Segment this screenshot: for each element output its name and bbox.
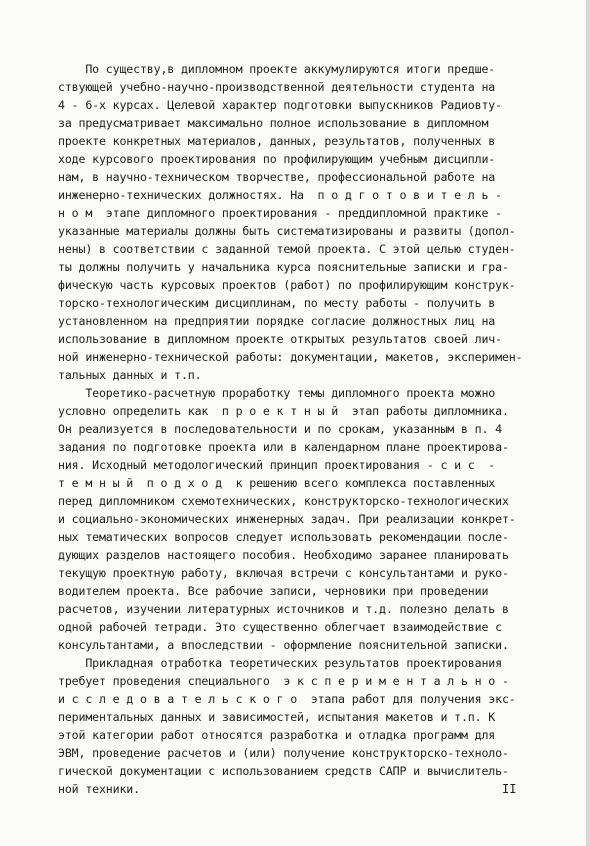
- text-line: 4 - 6-х курсах. Целевой характер подготовки выпускников Радиовту-: [58, 98, 502, 112]
- text-line: ты должны получить у начальника курса пояснительные записки и гра-: [58, 260, 509, 274]
- text-line: и с с л е д о в а т е л ь с к о г о этапа работ для получения экс-: [58, 692, 516, 706]
- text-line: условно определить как п р о е к т н ы й этап работы дипломника.: [58, 404, 509, 418]
- text-line: этой категории работ относятся разработка и отладка программ для: [58, 728, 496, 742]
- text-line: использование в дипломном проекте открытых результатов своей лич-: [58, 332, 502, 346]
- text-line: Теоретико-расчетную проработку темы дипломного проекта можно: [58, 386, 496, 400]
- text-line: инженерно-технических должностях. На п о д г о т о в и т е л ь -: [58, 188, 502, 202]
- text-line: ных тематических вопросов следует использовать рекомендации после-: [58, 530, 509, 544]
- text-line: торско-технологическим дисциплинам, по месту работы - получить в: [58, 296, 496, 310]
- text-line: установленном на предприятии порядке согласие должностных лиц на: [58, 314, 496, 328]
- text-line: Прикладная отработка теоретических результатов проектирования: [58, 656, 502, 670]
- text-line: ния. Исходный методологический принцип проектирования - с и с -: [58, 458, 496, 472]
- text-line: задания по подготовке проекта или в календарном плане проектирова-: [58, 440, 509, 454]
- page-number: II: [502, 782, 517, 796]
- text-line: ной инженерно-технической работы: документации, макетов, эксперимен-: [58, 350, 523, 364]
- text-line: ходе курсового проектирования по профилирующим учебным дисципли-: [58, 152, 496, 166]
- text-line: текущую проектную работу, включая встречи с консультантами и руко-: [58, 566, 509, 580]
- text-line: т е м н ы й п о д х о д к решению всего комплекса поставленных: [58, 476, 496, 490]
- text-line: проекте конкретных материалов, данных, результатов, полученных в: [58, 134, 496, 148]
- text-line: требует проведения специального э к с п е р и м е н т а л ь н о -: [58, 674, 509, 688]
- text-line: ЭВМ, проведение расчетов и (или) получение конструкторско-техноло-: [58, 746, 509, 760]
- text-line: ствующей учебно-научно-производственной деятельности студента на: [58, 80, 496, 94]
- text-line: водителем проекта. Все рабочие записи, черновики при проведении: [58, 584, 489, 598]
- text-line: гической документации с использованием средств САПР и вычислитель-: [58, 764, 509, 778]
- text-line: дующих разделов настоящего пособия. Необходимо заранее планировать: [58, 548, 509, 562]
- text-line: одной рабочей тетради. Это существенно облегчает взаимодействие с: [58, 620, 502, 634]
- text-line: за предусматривает максимально полное использование в дипломном: [58, 116, 489, 130]
- text-line: нены) в соответствии с заданной темой проекта. С этой целью студен-: [58, 242, 516, 256]
- text-line: перед дипломником схемотехнических, конструкторско-технологических: [58, 494, 509, 508]
- text-line: Он реализуется в последовательности и по срокам, указанным в п. 4: [58, 422, 502, 436]
- text-line: тальных данных и т.п.: [58, 368, 202, 382]
- body-text: [58, 60, 528, 798]
- text-line: н о м этапе дипломного проектирования - преддипломной практике -: [58, 206, 502, 220]
- text-line: нам, в научно-техническом творчестве, профессиональной работе на: [58, 170, 496, 184]
- text-line: фическую часть курсовых проектов (работ) по профилирующим конструк-: [58, 278, 516, 292]
- text-line: ной техники.: [58, 782, 140, 796]
- text-line: периментальных данных и зависимостей, испытания макетов и т.п. К: [58, 710, 496, 724]
- text-line: и социально-экономических инженерных задач. При реализации конкрет-: [58, 512, 516, 526]
- text-line: По существу,в дипломном проекте аккумулируются итоги предше-: [58, 62, 496, 76]
- text-line: консультантами, а впоследствии - оформление пояснительной записки.: [58, 638, 509, 652]
- text-line: указанные материалы должны быть систематизированы и развиты (допол-: [58, 224, 516, 238]
- page-edge: [586, 0, 590, 846]
- text-line: расчетов, изучении литературных источников и т.д. полезно делать в: [58, 602, 509, 616]
